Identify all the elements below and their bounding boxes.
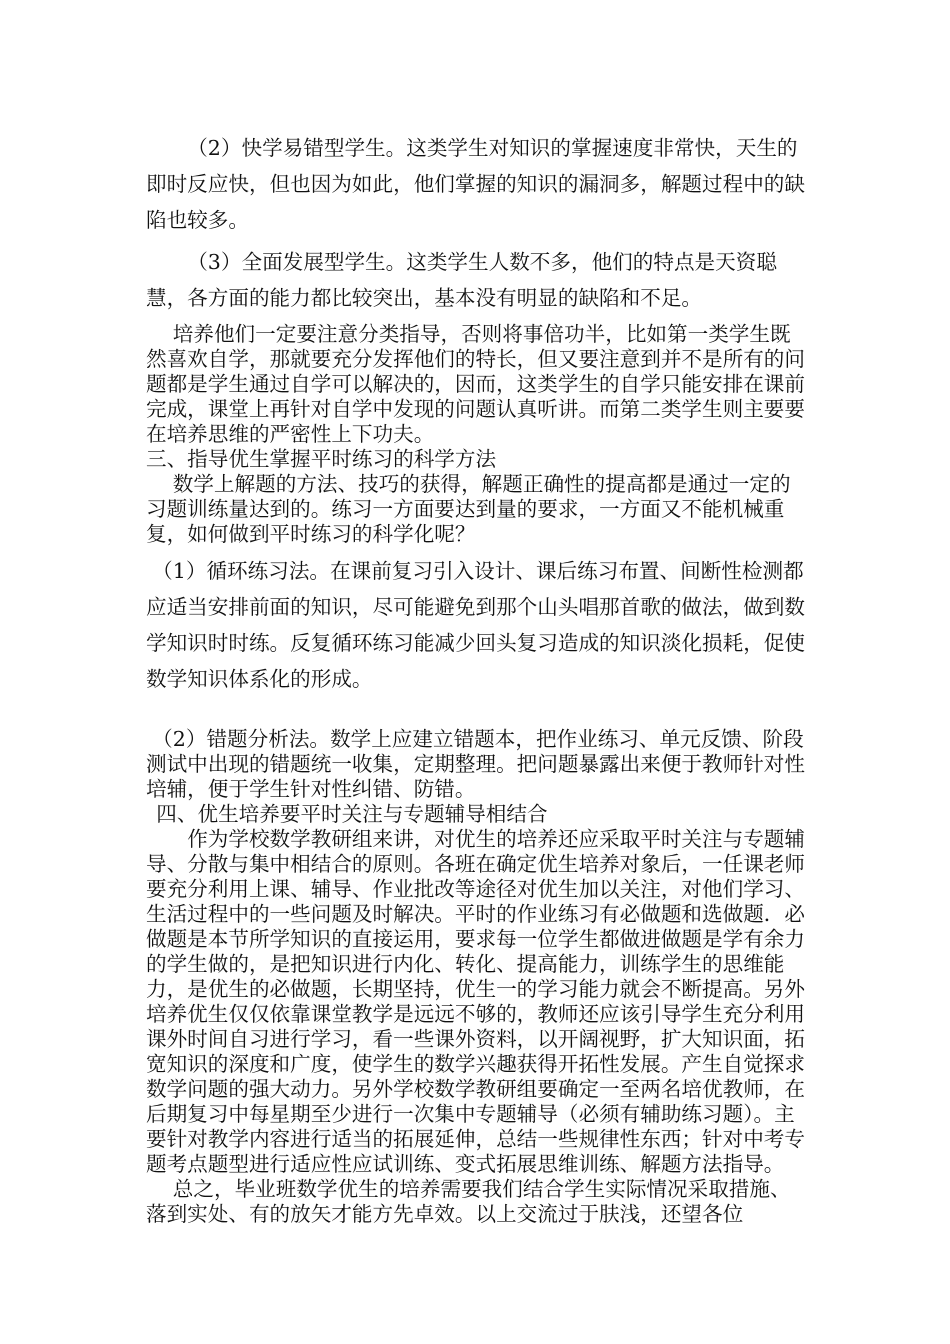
paragraph-fast-learner-type: （2）快学易错型学生。这类学生对知识的掌握速度非常快，天生的即时反应快，但也因为如此，他们掌握的知识的漏洞多，解题过程中的缺陷也较多。 bbox=[146, 136, 805, 232]
section-heading-4: 四、优生培养要平时关注与专题辅导相结合 bbox=[156, 802, 548, 826]
paragraph-practice-method: 数学上解题的方法、技巧的获得，解题正确性的提高都是通过一定的习题训练量达到的。练习一方面要达到量的要求，一方面又不能机械重复，如何做到平时练习的科学化呢？ bbox=[146, 472, 791, 546]
paragraph-error-analysis: （2）错题分析法。数学上应建立错题本，把作业练习、单元反馈、阶段测试中出现的错题统一收集，定期整理。把问题暴露出来便于教师针对性培辅，便于学生针对性纠错、防错。 bbox=[146, 727, 805, 801]
paragraph-cyclic-practice: （1）循环练习法。在课前复习引入设计、课后练习布置、间断性检测都应适当安排前面的知识，尽可能避免到那个山头唱那首歌的做法，做到数学知识时时练。反复循环练习能减少回头复习造成的知识淡化损耗，促使数学知识体系化的形成。 bbox=[146, 559, 805, 691]
paragraph-conclusion: 总之，毕业班数学优生的培养需要我们结合学生实际情况采取措施、落到实处、有的放矢才能方先卓效。以上交流过于肤浅，还望各位 bbox=[146, 1177, 791, 1226]
paragraph-special-tutoring: 作为学校数学教研组来讲，对优生的培养还应采取平时关注与专题辅导、分散与集中相结合的原则。各班在确定优生培养对象后，一任课老师要充分利用上课、辅导、作业批改等途径对优生加以关注，对他们学习、生活过程中的一些问题及时解决。平时的作业练习有必做题和选做题．必做题是本节所学知识的直接运用，要求每一位学生都做进做题是学有余力的学生做的，是把知识进行内化、转化、提高能力，训练学生的思维能力，是优生的必做题，长期坚持，优生一的学习能力就会不断提高。另外培养优生仅仅依靠课堂教学是远远不够的，教师还应该引导学生充分利用课外时间自习进行学习，看一些课外资料，以开阔视野，扩大知识面，拓宽知识的深度和广度，使学生的数学兴趣获得开拓性发展。产生自觉探求数学问题的强大动力。另外学校数学教研组要确定一至两名培优教师，在后期复习中每星期至少进行一次集中专题辅导（必须有辅助练习题）。主要针对教学内容进行适当的拓展延伸，总结一些规律性东西；针对中考专题考点题型进行适应性应试训练、变式拓展思维训练、解题方法指导。 bbox=[146, 827, 805, 1176]
document-page bbox=[146, 130, 810, 1227]
paragraph-all-round-type: （3）全面发展型学生。这类学生人数不多，他们的特点是天资聪慧，各方面的能力都比较突出，基本没有明显的缺陷和不足。 bbox=[146, 250, 777, 310]
paragraph-classified-guidance: 培养他们一定要注意分类指导，否则将事倍功半，比如第一类学生既然喜欢自学，那就要充分发挥他们的特长，但又要注意到并不是所有的问题都是学生通过自学可以解决的，因而，这类学生的自学只能安排在课前完成，课堂上再针对自学中发现的问题认真听讲。而第二类学生则主要要在培养思维的严密性上下功夫。 bbox=[146, 322, 805, 446]
section-heading-3: 三、指导优生掌握平时练习的科学方法 bbox=[146, 447, 497, 471]
